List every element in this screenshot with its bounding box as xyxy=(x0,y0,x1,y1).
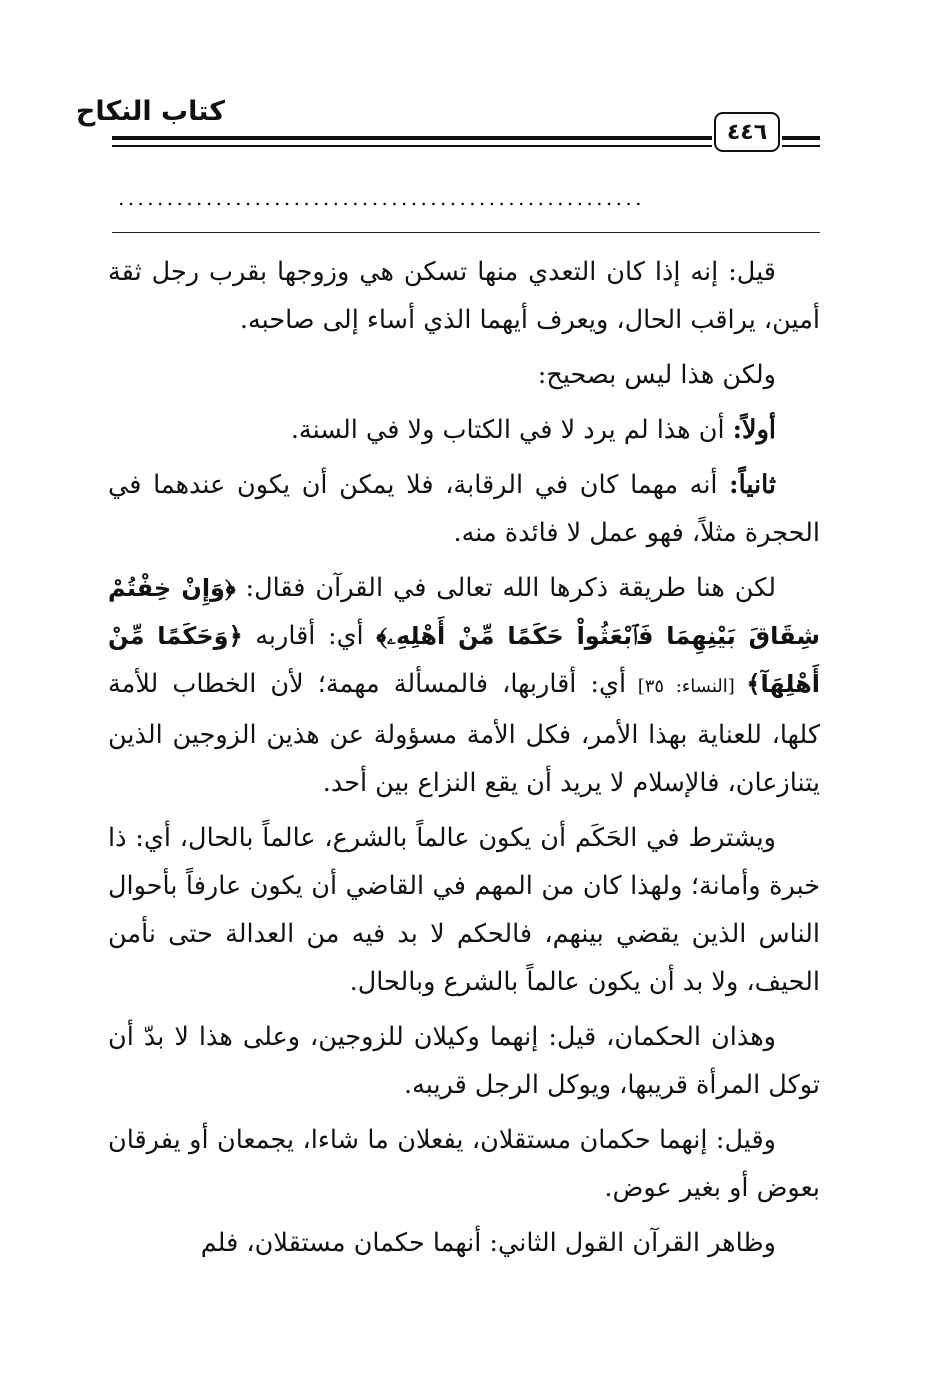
paragraph-5-intro: لكن هنا طريقة ذكرها الله تعالى في القرآن فقال: xyxy=(235,573,776,603)
paragraph-6: ويشترط في الحَكَم أن يكون عالماً بالشرع، عالماً بالحال، أي: ذا خبرة وأمانة؛ ولهذا كان من المهم في القاضي أن يكون عارفاً بأحوال الناس الذين يقضي بينهم، فالحكم لا بد فيه من العدالة حتى نأمن الحيف، ولا بد أن يكون عالماً بالشرع وبالحال. xyxy=(108,823,820,997)
paragraph-5-middle: أي: أقاربه xyxy=(242,621,377,651)
verse-reference: [النساء: ٣٥] xyxy=(626,676,747,697)
page-number-badge xyxy=(714,112,780,152)
first-point-text: أن هذا لم يرد لا في الكتاب ولا في السنة. xyxy=(290,415,733,445)
footnote-dots: ...................................................... xyxy=(118,186,645,210)
second-point-text: أنه مهما كان في الرقابة، فلا يمكن أن يكون عندهما في الحجرة مثلاً، فهو عمل لا فائدة منه. xyxy=(108,470,820,548)
header-rule-thin xyxy=(112,145,712,147)
paragraph-9: وظاهر القرآن القول الثاني: أنهما حكمان مستقلان، فلم xyxy=(200,1228,776,1258)
second-point-label: ثانياً: xyxy=(729,470,776,500)
main-text xyxy=(108,248,820,1274)
header-rule-thick xyxy=(112,136,712,140)
quran-verse-1: ﴿وَإِنْ خِفْتُمْ شِقَاقَ بَيْنِهِمَا فَٱبْعَثُواْ حَكَمًا مِّنْ أَهْلِهِۦ﴾ xyxy=(108,574,821,650)
quran-verse-2: ﴿وَحَكَمًا مِّنْ أَهْلِهَآ﴾ xyxy=(108,622,821,698)
running-header-title: كتاب النكاح xyxy=(75,96,225,127)
paragraph-7: وهذان الحكمان، قيل: إنهما وكيلان للزوجين، وعلى هذا لا بدّ أن توكل المرأة قريبها، ويوكل الرجل قريبه. xyxy=(108,1022,820,1100)
separator-rule xyxy=(112,232,820,233)
first-point-label: أولاً: xyxy=(732,415,776,445)
paragraph-2: ولكن هذا ليس بصحيح: xyxy=(537,360,776,390)
paragraph-5-rest: أي: أقاربها، فالمسألة مهمة؛ لأن الخطاب للأمة كلها، للعناية بهذا الأمر، فكل الأمة مسؤولة عن هذين الزوجين الذين يتنازعان، فالإسلام لا يريد أن يقع النزاع بين أحد. xyxy=(108,669,820,798)
page-number: ٤٤٦ xyxy=(726,119,768,145)
paragraph-5 xyxy=(108,564,820,807)
paragraph-3 xyxy=(108,406,820,454)
header-rule-right-thin xyxy=(782,145,820,147)
paragraph-4 xyxy=(108,461,820,557)
paragraph-8: وقيل: إنهما حكمان مستقلان، يفعلان ما شاءا، يجمعان أو يفرقان بعوض أو بغير عوض. xyxy=(108,1125,820,1203)
header-rule-right-thick xyxy=(782,136,820,140)
paragraph-1: قيل: إنه إذا كان التعدي منها تسكن هي وزوجها بقرب رجل ثقة أمين، يراقب الحال، ويعرف أيهما الذي أساء إلى صاحبه. xyxy=(108,257,820,335)
